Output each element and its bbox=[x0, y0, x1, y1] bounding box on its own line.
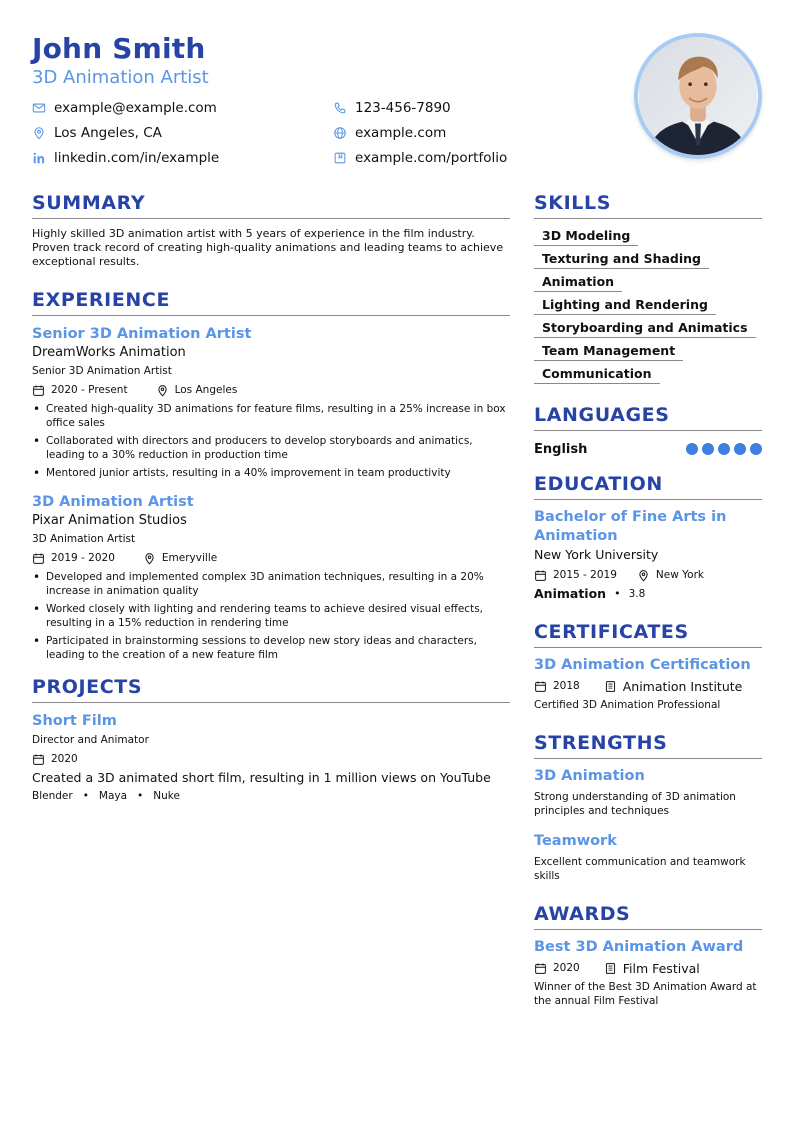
bookmark-icon bbox=[333, 151, 347, 165]
skill-item: 3D Modeling bbox=[534, 225, 638, 246]
awards-section bbox=[534, 903, 762, 1008]
contact-phone[interactable] bbox=[333, 98, 593, 117]
section-title-languages: LANGUAGES bbox=[534, 404, 762, 431]
contact-location bbox=[32, 123, 333, 142]
job-bullet: • Collaborated with directors and producers to develop storyboards and animatics, leading to a 30% reduction in production time bbox=[32, 434, 510, 462]
separator-dot: • bbox=[137, 790, 144, 802]
project-meta bbox=[32, 751, 510, 767]
skill-item: Lighting and Rendering bbox=[534, 294, 716, 315]
language-level-dot bbox=[750, 443, 762, 455]
language-level-dot bbox=[686, 443, 698, 455]
award-year: 2020 bbox=[553, 962, 580, 974]
skills-list bbox=[534, 225, 762, 386]
skill-item: Animation bbox=[534, 271, 622, 292]
skill-item: Team Management bbox=[534, 340, 683, 361]
phone-text: 123-456-7890 bbox=[355, 99, 451, 116]
strength-title: 3D Animation bbox=[534, 768, 645, 784]
job-bullet: • Participated in brainstorming sessions to develop new story ideas and characters, leading to the creation of a new feature film bbox=[32, 634, 510, 662]
calendar-icon bbox=[534, 962, 547, 975]
globe-icon bbox=[333, 126, 347, 140]
job-bullets bbox=[32, 402, 510, 480]
languages-section bbox=[534, 404, 762, 459]
language-name: English bbox=[534, 441, 588, 457]
calendar-icon bbox=[32, 753, 45, 766]
right-column bbox=[534, 192, 762, 1022]
summary-section bbox=[32, 192, 510, 269]
education-field-gpa bbox=[534, 586, 762, 601]
tool-tag: Maya bbox=[98, 790, 128, 802]
linkedin-text: linkedin.com/in/example bbox=[54, 149, 220, 166]
phone-icon bbox=[333, 101, 347, 115]
award-meta bbox=[534, 960, 762, 976]
strengths-section bbox=[534, 732, 762, 883]
language-level-dot bbox=[702, 443, 714, 455]
education-field: Animation bbox=[534, 586, 607, 601]
job-position: 3D Animation Artist bbox=[32, 533, 136, 545]
certificate-name: 3D Animation Certification bbox=[534, 657, 751, 673]
language-level-dot bbox=[734, 443, 746, 455]
certificate-meta bbox=[534, 678, 762, 694]
section-title-strengths: STRENGTHS bbox=[534, 732, 762, 759]
company-name: Pixar Animation Studios bbox=[32, 513, 187, 528]
left-column bbox=[32, 192, 510, 802]
email-text: example@example.com bbox=[54, 99, 217, 116]
profile-photo bbox=[634, 33, 762, 159]
award-issuer: Film Festival bbox=[622, 960, 700, 976]
job-dates: 2019 - 2020 bbox=[51, 552, 115, 564]
location-pin-icon bbox=[32, 126, 46, 140]
certificate-year: 2018 bbox=[553, 680, 580, 692]
job-bullet: • Mentored junior artists, resulting in a 40% improvement in team productivity bbox=[32, 466, 510, 480]
project-role: Director and Animator bbox=[32, 734, 149, 746]
contact-linkedin[interactable] bbox=[32, 148, 333, 167]
skill-item: Storyboarding and Animatics bbox=[534, 317, 756, 338]
institution-icon bbox=[604, 680, 617, 693]
job-bullet: • Created high-quality 3D animations for feature films, resulting in a 25% increase in box office sales bbox=[32, 402, 510, 430]
section-title-skills: SKILLS bbox=[534, 192, 762, 219]
section-title-summary: SUMMARY bbox=[32, 192, 510, 219]
institution-icon bbox=[604, 962, 617, 975]
job-bullet: • Worked closely with lighting and rendering teams to achieve desired visual effects, resulting in a 15% reduction in rendering time bbox=[32, 602, 510, 630]
section-title-education: EDUCATION bbox=[534, 473, 762, 500]
location-pin-icon bbox=[143, 552, 156, 565]
contact-list bbox=[32, 98, 592, 167]
contact-email[interactable] bbox=[32, 98, 333, 117]
calendar-icon bbox=[32, 384, 45, 397]
language-level-dots bbox=[682, 443, 762, 455]
education-gpa: 3.8 bbox=[628, 587, 646, 600]
skill-item: Communication bbox=[534, 363, 660, 384]
portrait-image bbox=[638, 37, 758, 155]
mail-icon bbox=[32, 101, 46, 115]
education-dates: 2015 - 2019 bbox=[553, 569, 617, 581]
job-bullet: • Developed and implemented complex 3D animation techniques, resulting in a 20% increase in animation quality bbox=[32, 570, 510, 598]
calendar-icon bbox=[534, 680, 547, 693]
portfolio-text: example.com/portfolio bbox=[355, 149, 508, 166]
strength-text: Strong understanding of 3D animation principles and techniques bbox=[534, 791, 736, 817]
projects-section bbox=[32, 676, 510, 802]
education-section bbox=[534, 473, 762, 601]
separator-dot: • bbox=[82, 790, 89, 802]
degree-title: Bachelor of Fine Arts in Animation bbox=[534, 509, 727, 544]
section-title-awards: AWARDS bbox=[534, 903, 762, 930]
section-title-certificates: CERTIFICATES bbox=[534, 621, 762, 648]
certificate-description: Certified 3D Animation Professional bbox=[534, 699, 721, 711]
language-row bbox=[534, 439, 762, 459]
experience-item bbox=[32, 324, 510, 480]
job-bullets bbox=[32, 570, 510, 662]
experience-section bbox=[32, 289, 510, 662]
separator-dot: • bbox=[614, 587, 621, 600]
award-description: Winner of the Best 3D Animation Award at the annual Film Festival bbox=[534, 981, 757, 1007]
project-title: Short Film bbox=[32, 713, 117, 729]
contact-portfolio[interactable] bbox=[333, 148, 593, 167]
location-pin-icon bbox=[156, 384, 169, 397]
calendar-icon bbox=[534, 569, 547, 582]
location-pin-icon bbox=[637, 569, 650, 582]
job-title: Senior 3D Animation Artist bbox=[32, 326, 252, 342]
company-name: DreamWorks Animation bbox=[32, 345, 186, 360]
language-level-dot bbox=[718, 443, 730, 455]
location-text: Los Angeles, CA bbox=[54, 124, 162, 141]
job-dates: 2020 - Present bbox=[51, 384, 128, 396]
project-year: 2020 bbox=[51, 753, 78, 765]
job-location: Los Angeles bbox=[174, 384, 238, 396]
strength-text: Excellent communication and teamwork skills bbox=[534, 856, 746, 882]
summary-text: Highly skilled 3D animation artist with 5 years of experience in the film industry. Proven track record of creating high-quality animations and leading teams to achieve exceptional results. bbox=[32, 227, 504, 268]
candidate-role: 3D Animation Artist bbox=[32, 67, 209, 88]
job-meta bbox=[32, 382, 510, 398]
tool-tag: Nuke bbox=[153, 790, 180, 802]
certificate-issuer: Animation Institute bbox=[622, 678, 743, 694]
website-text: example.com bbox=[355, 124, 447, 141]
job-location: Emeryville bbox=[161, 552, 218, 564]
strength-item bbox=[534, 832, 762, 883]
project-tools bbox=[32, 790, 510, 802]
linkedin-icon bbox=[32, 151, 46, 165]
resume-header bbox=[32, 30, 592, 167]
job-title: 3D Animation Artist bbox=[32, 494, 194, 510]
calendar-icon bbox=[32, 552, 45, 565]
skills-section bbox=[534, 192, 762, 386]
project-description: Created a 3D animated short film, resulting in 1 million views on YouTube bbox=[32, 770, 491, 785]
education-meta bbox=[534, 567, 762, 583]
experience-item bbox=[32, 492, 510, 662]
strength-title: Teamwork bbox=[534, 833, 617, 849]
section-title-experience: EXPERIENCE bbox=[32, 289, 510, 316]
job-position: Senior 3D Animation Artist bbox=[32, 365, 172, 377]
award-name: Best 3D Animation Award bbox=[534, 939, 744, 955]
school-name: New York University bbox=[534, 547, 659, 562]
job-meta bbox=[32, 550, 510, 566]
section-title-projects: PROJECTS bbox=[32, 676, 510, 703]
strength-item bbox=[534, 767, 762, 818]
skill-item: Texturing and Shading bbox=[534, 248, 709, 269]
candidate-name: John Smith bbox=[32, 32, 206, 65]
tool-tag: Blender bbox=[32, 790, 73, 802]
education-location: New York bbox=[655, 569, 705, 581]
contact-website[interactable] bbox=[333, 123, 593, 142]
certificates-section bbox=[534, 621, 762, 712]
